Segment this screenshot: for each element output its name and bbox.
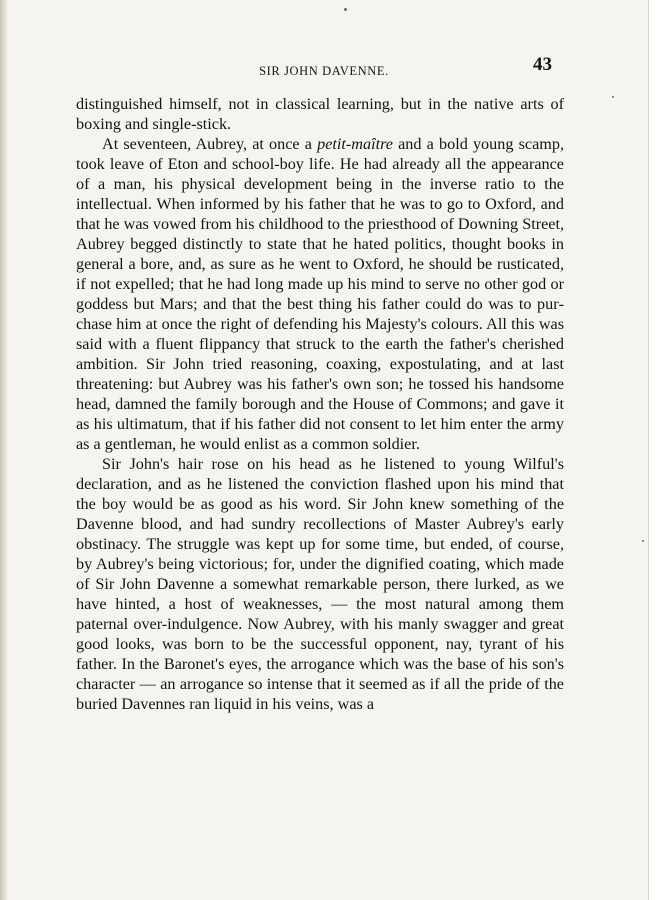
- page-number: 43: [533, 54, 552, 75]
- paragraph-2: [76, 134, 564, 454]
- ink-speck: [344, 8, 347, 11]
- paragraph-3: Sir John's hair rose on his head as he listened to young Wilful's declaration, and as he listened the conviction flashed upon his mind that the boy would be as good as his word. Sir John knew something of the Davenne blood, and had sundry recollections of Master Aubrey's early obstinacy. The struggle was kept up for some time, but ended, of course, by Aubrey's being victorious; for, under the dignified coating, which made of Sir John Davenne a somewhat remarkable person, there lurked, as we have hinted, a host of weaknesses, — the most natural among them paternal over-indulgence. Now Aubrey, with his manly swagger and great good looks, was born to be the successful opponent, nay, tyrant of his father. In the Baronet's eyes, the arrogance which was the base of his son's character — an arrogance so intense that it seemed as if all the pride of the buried Davennes ran liquid in his veins, was a: [76, 455, 564, 713]
- ink-speck: [612, 96, 614, 98]
- body-text: [76, 94, 564, 714]
- running-head: SIR JOHN DAVENNE.: [259, 64, 389, 78]
- paragraph-1: distinguished himself, not in classical learning, but in the native arts of boxing and single-stick.: [76, 95, 564, 133]
- ink-speck: [642, 540, 644, 542]
- paragraph-2-lead: At seventeen, Aubrey, at once a: [102, 135, 318, 153]
- paragraph-2-rest: and a bold young scamp, took leave of Eton and school-boy life. He had already all the appearance of a man, his physical development being in the inverse ratio to the intellectual. When informed by his father that he was to go to Oxford, and that he was vowed from his childhood to the priesthood of Downing Street, Aubrey begged distinctly to state that he hated politics, thought books in general a bore, and, as sure as he went to Oxford, he should be rusticated, if not expelled; that he had long made up his mind to serve no other god or goddess but Mars; and that the best thing his father could do was to purchase him at once the right of defending his Majesty's colours. All this was said with a fluent flippancy that struck to the earth the father's cherished ambition. Sir John tried reasoning, coaxing, expostulating, and at last threatening: but Aubrey was his father's own son; he tossed his handsome head, damned the family borough and the House of Commons; and gave it as his ultimatum, that if his father did not consent to let him enter the army as a gentleman, he would enlist as a common soldier.: [76, 135, 564, 453]
- page-edge-shadow: [0, 0, 8, 900]
- paragraph-2-italic-term: petit-maître: [317, 135, 393, 153]
